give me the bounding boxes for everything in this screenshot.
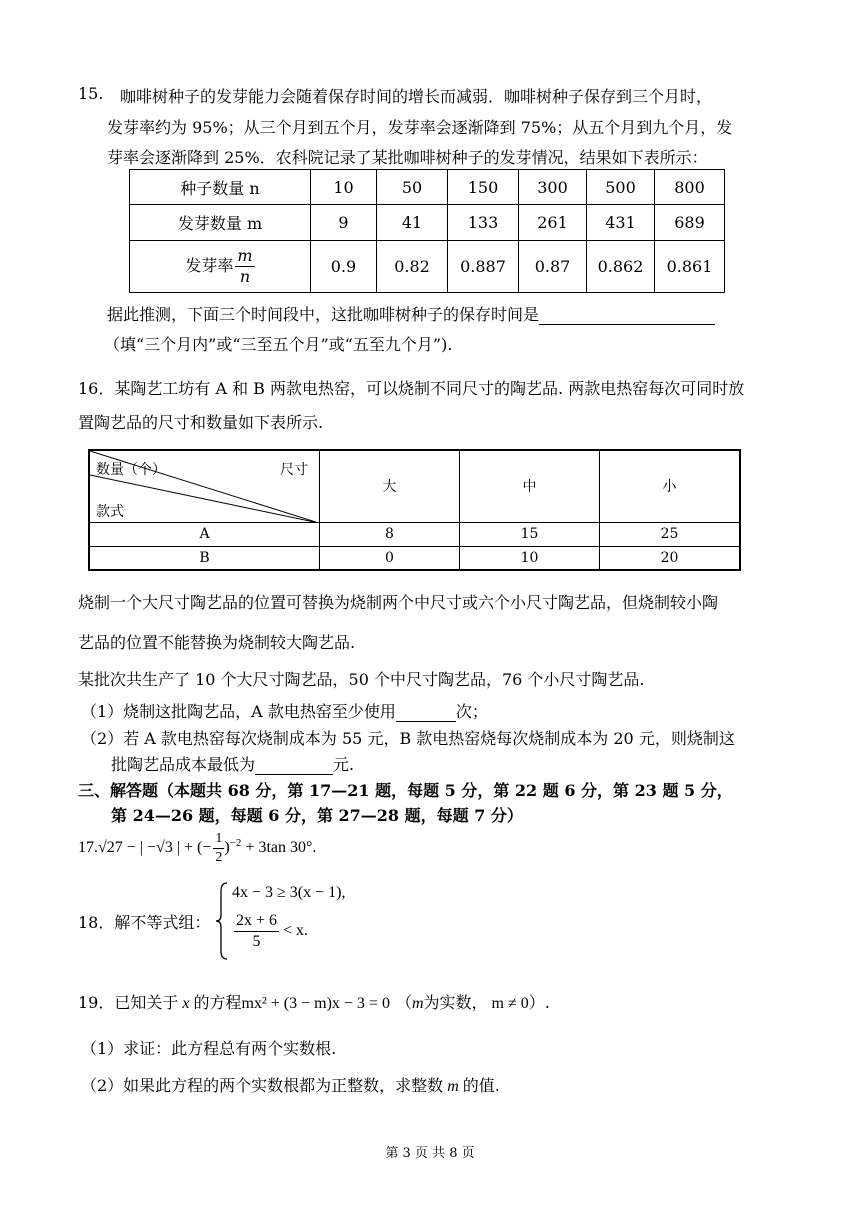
row-header-seeds: 种子数量 n [130, 170, 311, 205]
q16-part-1-tail: 次； [455, 702, 488, 721]
q15-line-5: （填“三个月内”或“三至五个月”或“五至九个月”). [104, 335, 453, 354]
q19-equation: mx² + (3 − m)x − 3 = 0 [241, 995, 390, 1012]
q17-expression [78, 832, 316, 865]
table-cell: 9 [311, 205, 377, 241]
section-heading: 三、解答题（本题共 68 分，第 17—21 题，每题 5 分，第 22 题 6 分，第 23 题 5 分， [78, 781, 733, 800]
q16-part-2-tail: 元. [333, 755, 355, 774]
q19-part-2-var: m [447, 1078, 459, 1095]
q17-expr-b: ) [224, 839, 230, 857]
q16-line-1: 16．某陶艺工坊有 A 和 B 两款电热窑，可以烧制不同尺寸的陶艺品. 两款电热窑每次可同时放 [78, 379, 745, 398]
q16-part-1 [81, 699, 488, 722]
table-cell: 20 [600, 546, 741, 570]
q15-line-2: 发芽率约为 95%；从三个月到五个月，发芽率会逐渐降到 75%；从五个月到九个月，发 [107, 118, 733, 137]
header-size: 尺寸 [280, 462, 308, 478]
table-cell: 300 [519, 170, 587, 205]
q17-exponent: −2 [229, 836, 242, 849]
rate-label: 发芽率 [185, 256, 234, 275]
q16-line-2: 置陶艺品的尺寸和数量如下表所示. [78, 413, 324, 432]
q16-part-2-text: 批陶艺品成本最低为 [111, 755, 256, 774]
q15-line-1: 咖啡树种子的发芽能力会随着保存时间的增长而减弱．咖啡树种子保存到三个月时， [120, 87, 713, 106]
table-cell: 0.861 [655, 241, 725, 293]
kiln-table [88, 449, 741, 571]
q18-inequality-2-tail: < x. [283, 922, 309, 940]
q18-label: 18．解不等式组： [78, 913, 211, 932]
page-footer: 第 3 页 共 8 页 [385, 1146, 475, 1161]
q19-part-1: （1）求证：此方程总有两个实数根. [81, 1039, 337, 1058]
fraction-numerator: 2x + 6 [234, 913, 279, 932]
table-cell: 0.862 [587, 241, 655, 293]
q18-fraction [234, 913, 279, 950]
q16-line-3: 烧制一个大尺寸陶艺品的位置可替换为烧制两个中尺寸或六个小尺寸陶艺品，但烧制较小陶 [78, 593, 719, 612]
fraction-denominator: n [239, 267, 251, 286]
row-header-rate [130, 241, 311, 293]
table-cell: 0.87 [519, 241, 587, 293]
rate-fraction [235, 248, 254, 285]
q16-part-1-text: （1）烧制这批陶艺品，A 款电热窑至少使用 [81, 702, 396, 721]
q16-line-4: 艺品的位置不能替换为烧制较大陶艺品. [78, 633, 356, 652]
q18-brace [215, 881, 229, 961]
row-header-germinated: 发芽数量 m [130, 205, 311, 241]
q19-line-1 [78, 990, 550, 1013]
size-header: 小 [600, 450, 741, 522]
fraction-numerator: m [237, 246, 253, 265]
table-cell: 10 [311, 170, 377, 205]
q16-part-2-cont [111, 752, 354, 775]
q19-part-2 [81, 1073, 500, 1096]
table-cell: 0.9 [311, 241, 377, 293]
q16-line-5: 某批次共生产了 10 个大尺寸陶艺品，50 个中尺寸陶艺品，76 个小尺寸陶艺品. [78, 670, 645, 689]
table-cell: 10 [460, 546, 600, 570]
q19-text-a: 19．已知关于 [78, 993, 179, 1012]
q15-line-3: 芽率会逐渐降到 25%．农科院记录了某批咖啡树种子的发芽情况，结果如下表所示： [107, 148, 708, 167]
answer-blank[interactable] [539, 305, 715, 325]
fraction-numerator: 1 [213, 832, 224, 849]
table-cell: 0.82 [377, 241, 448, 293]
size-header: 大 [320, 450, 460, 522]
q15-number: 15. [78, 84, 104, 103]
table-cell: 500 [587, 170, 655, 205]
table-cell: 50 [377, 170, 448, 205]
table-cell: 25 [600, 522, 741, 546]
table-cell: 0 [320, 546, 460, 570]
section-heading-cont: 第 24—26 题，每题 6 分，第 27—28 题，每题 7 分） [111, 806, 523, 825]
table-cell: 689 [655, 205, 725, 241]
q18-inequality-2 [232, 913, 308, 950]
q19-text-d: 为实数， [423, 993, 488, 1012]
table-cell: 150 [448, 170, 519, 205]
table-cell: 8 [320, 522, 460, 546]
q19-text-c: （ [395, 993, 412, 1012]
table-cell: 41 [377, 205, 448, 241]
header-model: 款式 [96, 504, 124, 520]
table-cell: 800 [655, 170, 725, 205]
q17-expr-a: √27 − | −√3 | + (− [98, 839, 212, 857]
q17-expr-c: + 3tan 30°. [245, 839, 317, 857]
model-cell: B [89, 546, 320, 570]
answer-blank[interactable] [255, 755, 333, 775]
q15-prompt: 据此推测，下面三个时间段中，这批咖啡树种子的保存时间是 [107, 305, 540, 324]
model-cell: A [89, 522, 320, 546]
q19-condition: m ≠ 0 [491, 995, 529, 1012]
germination-table [129, 169, 725, 293]
q19-part-2-tail: 的值. [462, 1076, 500, 1095]
answer-blank[interactable] [396, 702, 456, 722]
q15-line-4 [107, 302, 715, 325]
q19-var-x: x [182, 995, 190, 1012]
table-cell: 0.887 [448, 241, 519, 293]
fraction-denominator: 2 [215, 850, 223, 865]
fraction-denominator: 5 [252, 933, 261, 950]
q19-var-m: m [411, 995, 424, 1012]
q17-fraction [213, 832, 224, 865]
table-cell: 261 [519, 205, 587, 241]
size-header: 中 [460, 450, 600, 522]
q19-part-2-text: （2）如果此方程的两个实数根都为正整数，求整数 [81, 1076, 444, 1095]
q16-part-2: （2）若 A 款电热窑每次烧制成本为 55 元，B 款电热窑烧每次烧制成本为 20 元，则烧制这 [81, 729, 735, 748]
table-cell: 133 [448, 205, 519, 241]
table-cell: 15 [460, 522, 600, 546]
q19-text-b: 的方程 [193, 993, 242, 1012]
q19-text-e: ）. [528, 993, 550, 1012]
q18-inequality-1: 4x − 3 ≥ 3(x − 1), [232, 884, 346, 901]
diagonal-header-cell [89, 450, 320, 522]
q17-number: 17. [78, 839, 98, 857]
header-quantity: 数量（个） [96, 462, 166, 478]
table-cell: 431 [587, 205, 655, 241]
